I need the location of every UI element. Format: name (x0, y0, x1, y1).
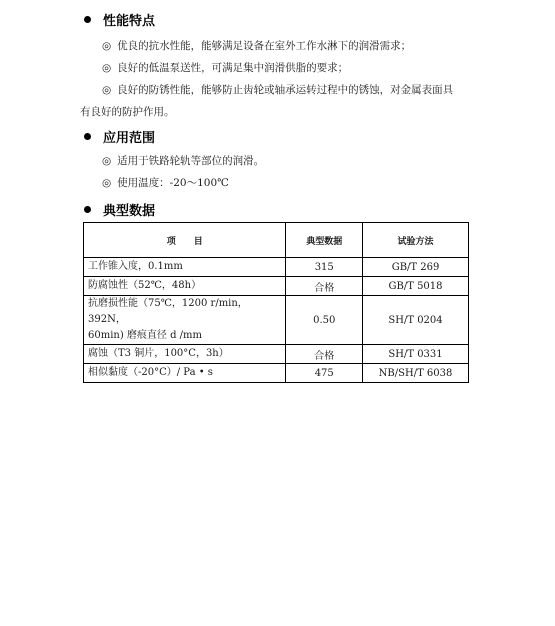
circle-mark-icon: ◎ (102, 62, 112, 74)
row-method: SH/T 0204 (363, 296, 469, 345)
header-item: 项 目 (84, 223, 286, 258)
bullet-dot-icon (84, 206, 91, 213)
row-method: GB/T 5018 (363, 277, 469, 296)
feature-line-3-continued: 有良好的防护作用。 (80, 106, 175, 118)
row-value: 合格 (286, 345, 363, 364)
row-item: 抗磨损性能（75℃，1200 r/min，392N， 60min) 磨痕直径 d /mm (84, 296, 286, 345)
row-method: GB/T 269 (363, 258, 469, 277)
row-value: 0.50 (286, 296, 363, 345)
circle-mark-icon: ◎ (102, 84, 112, 96)
row-value: 475 (286, 364, 363, 383)
row-item: 防腐蚀性（52℃，48h） (84, 277, 286, 296)
row-item: 相似黏度（-20°C）/ Pa • s (84, 364, 286, 383)
row-item: 腐蚀（T3 铜片，100°C，3h） (84, 345, 286, 364)
row-item: 工作锥入度，0.1mm (84, 258, 286, 277)
table-row (84, 277, 469, 296)
application-line-1: ◎ 适用于铁路轮轨等部位的润滑。 (102, 155, 265, 167)
header-typical-value: 典型数据 (286, 223, 363, 258)
section-title-features: 性能特点 (103, 13, 156, 29)
bullet-dot-icon (84, 133, 91, 140)
header-test-method: 试验方法 (363, 223, 469, 258)
row-value: 合格 (286, 277, 363, 296)
feature-line-3: ◎ 良好的防锈性能，能够防止齿轮或轴承运转过程中的锈蚀，对金属表面具 (102, 84, 454, 96)
table-row (84, 345, 469, 364)
feature-line-2: ◎ 良好的低温泵送性，可满足集中润滑供脂的要求； (102, 62, 349, 74)
section-heading-features (84, 9, 155, 29)
feature-line-1: ◎ 优良的抗水性能，能够满足设备在室外工作水淋下的润滑需求； (102, 40, 412, 52)
section-heading-typical-data (84, 199, 155, 219)
table-row (84, 258, 469, 277)
section-title-typical-data: 典型数据 (103, 203, 156, 219)
bullet-dot-icon (84, 16, 91, 23)
table-header-row (84, 223, 469, 258)
circle-mark-icon: ◎ (102, 40, 112, 52)
row-value: 315 (286, 258, 363, 277)
typical-data-table (83, 222, 469, 383)
table-row (84, 364, 469, 383)
row-method: SH/T 0331 (363, 345, 469, 364)
circle-mark-icon: ◎ (102, 155, 112, 167)
section-title-applications: 应用范围 (103, 130, 156, 146)
table-row (84, 296, 469, 345)
row-method: NB/SH/T 6038 (363, 364, 469, 383)
circle-mark-icon: ◎ (102, 177, 112, 189)
section-heading-applications (84, 126, 155, 146)
application-line-2: ◎ 使用温度：-20～100℃ (102, 177, 229, 189)
